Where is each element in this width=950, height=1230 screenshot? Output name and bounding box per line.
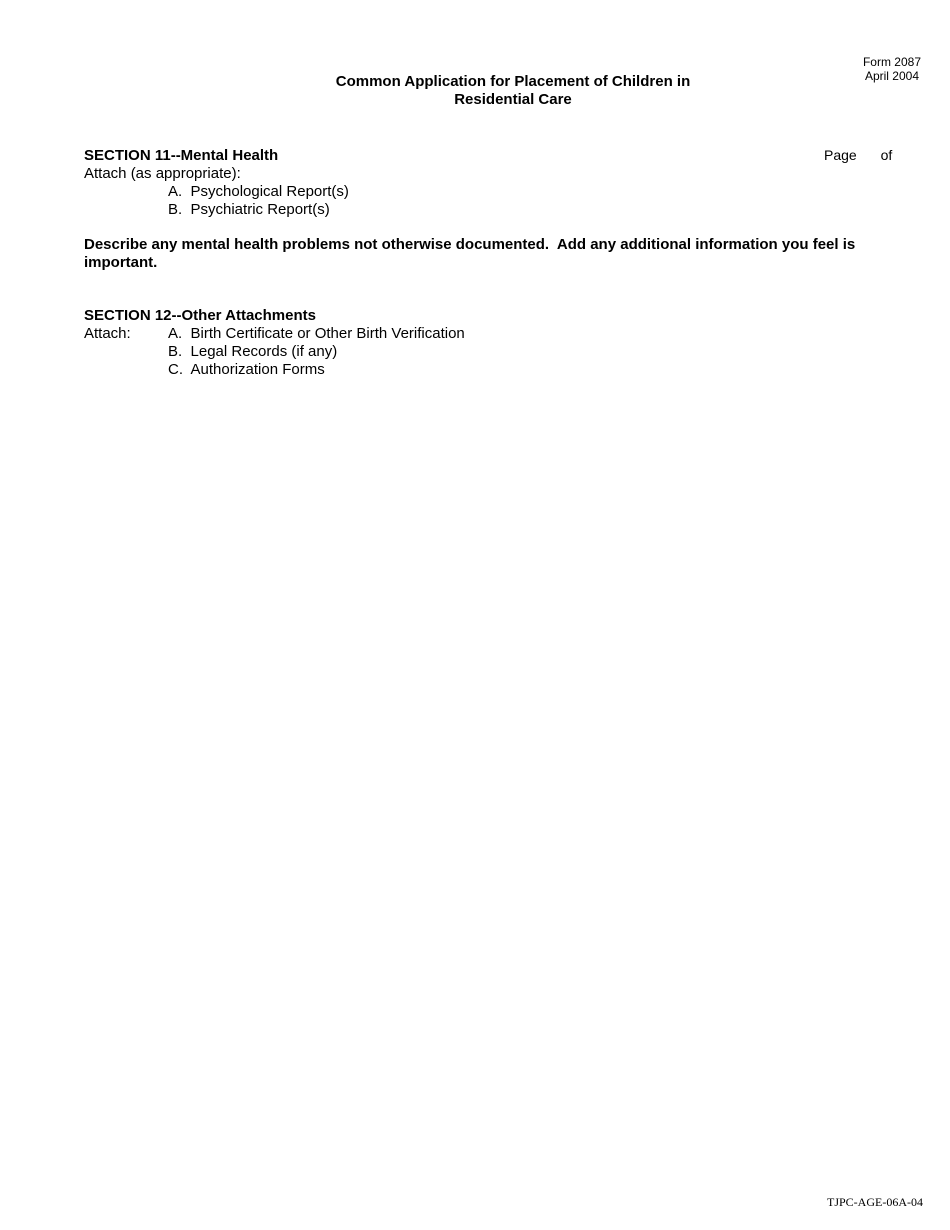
of-label: of	[880, 147, 893, 163]
form-number: Form 2087	[862, 55, 921, 69]
section-11-attach-label: Attach (as appropriate):	[84, 165, 241, 182]
section-11-item-b: B. Psychiatric Report(s)	[168, 201, 330, 218]
form-date: April 2004	[864, 69, 919, 83]
section-12-item-a: A. Birth Certificate or Other Birth Verification	[168, 325, 465, 342]
section-11-item-a: A. Psychological Report(s)	[168, 183, 349, 200]
section-11-heading: SECTION 11--Mental Health	[84, 147, 279, 164]
section-12	[84, 307, 465, 379]
title-line-1: Common Application for Placement of Children in	[335, 73, 691, 90]
section-12-item-c: C. Authorization Forms	[168, 361, 325, 378]
footer-code: TJPC-AGE-06A-04	[827, 1195, 923, 1209]
title-line-2: Residential Care	[454, 91, 572, 108]
page-label: Page	[824, 147, 857, 163]
form-identifier	[863, 55, 921, 83]
section-12-item-b: B. Legal Records (if any)	[168, 343, 338, 360]
section-11	[84, 147, 349, 219]
section-12-row-a	[84, 325, 465, 343]
page-numbering	[824, 147, 892, 163]
section-11-instruction: Describe any mental health problems not otherwise documented. Add any additional information you feel is important.	[84, 236, 860, 271]
section-12-heading: SECTION 12--Other Attachments	[84, 307, 316, 324]
document-title	[280, 73, 746, 109]
section-12-attach-label: Attach:	[84, 325, 131, 342]
